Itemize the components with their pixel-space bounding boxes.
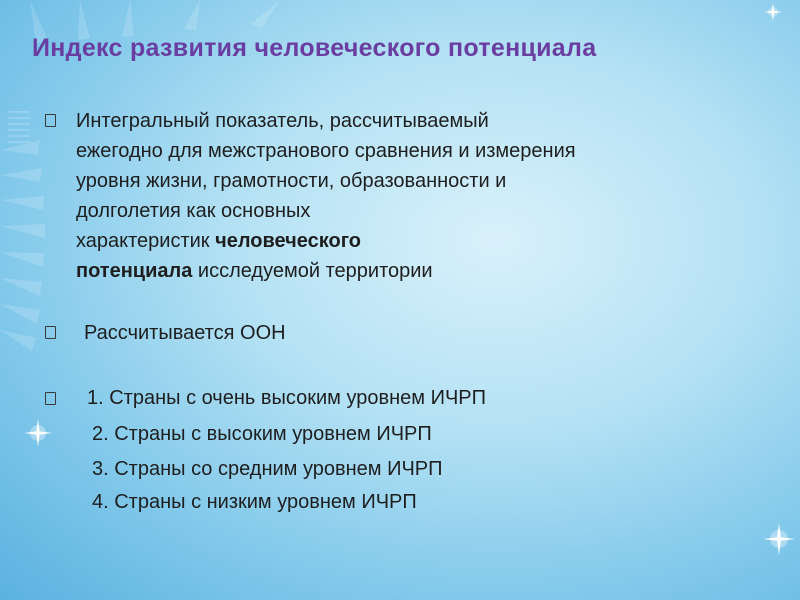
hdi-level-item: 3. Страны со средним уровнем ИЧРП: [92, 458, 443, 480]
sparkle-star-icon: [764, 3, 782, 21]
definition-line: ежегодно для межстранового сравнения и измерения: [76, 140, 576, 162]
square-bullet-icon: [45, 326, 56, 339]
definition-line: уровня жизни, грамотности, образованности и: [76, 170, 507, 192]
hdi-level-item: 1. Страны с очень высоким уровнем ИЧРП: [87, 387, 486, 409]
sparkle-star-icon: [24, 419, 52, 447]
definition-paragraph: [76, 106, 766, 286]
definition-line: характеристик: [76, 230, 216, 252]
sparkle-star-icon: [763, 523, 795, 555]
hdi-level-item: 2. Страны с высоким уровнем ИЧРП: [92, 423, 432, 445]
hdi-level-item: 4. Страны с низким уровнем ИЧРП: [92, 491, 417, 513]
definition-line: долголетия как основных: [76, 200, 311, 222]
square-bullet-icon: [45, 392, 56, 405]
grid-lines-decoration: [8, 112, 30, 142]
definition-line: Интегральный показатель, рассчитываемый: [76, 110, 489, 132]
square-bullet-icon: [45, 114, 56, 127]
bold-term: потенциала: [76, 260, 193, 282]
bold-term: человеческого: [215, 230, 362, 252]
definition-line: исследуемой территории: [192, 260, 433, 282]
calculated-by-paragraph: Рассчитывается ООН: [84, 322, 286, 344]
slide-title: Индекс развития человеческого потенциала: [32, 34, 597, 62]
